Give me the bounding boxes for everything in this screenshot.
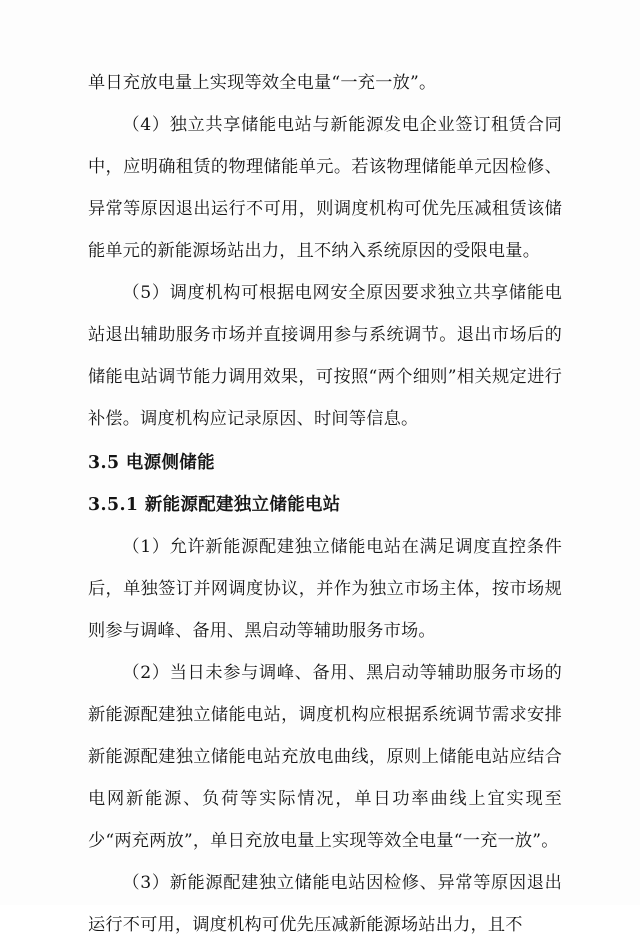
section-heading-3-5: 3.5 电源侧储能 bbox=[88, 453, 215, 473]
paragraph-item-1: （1）允许新能源配建独立储能电站在满足调度直控条件后，单独签订并网调度协议，并作为独立市场主体，按市场规则参与调峰、备用、黑启动等辅助服务市场。 bbox=[88, 537, 562, 641]
section-heading-block bbox=[88, 442, 562, 526]
document-body bbox=[88, 62, 562, 946]
paragraph-item-4: （4）独立共享储能电站与新能源发电企业签订租赁合同中，应明确租赁的物理储能单元。若该物理储能单元因检修、异常等原因退出运行不可用，则调度机构可优先压减租赁该储能单元的新能源场站出力，且不纳入系统原因的受限电量。 bbox=[88, 115, 562, 261]
paragraph-item-3: （3）新能源配建独立储能电站因检修、异常等原因退出运行不可用，调度机构可优先压减新能源场站出力，且不 bbox=[88, 873, 562, 935]
paragraph-item-5: （5）调度机构可根据电网安全原因要求独立共享储能电站退出辅助服务市场并直接调用参与系统调节。退出市场后的储能电站调节能力调用效果，可按照“两个细则”相关规定进行补偿。调度机构应记录原因、时间等信息。 bbox=[88, 283, 562, 429]
section-heading-3-5-1: 3.5.1 新能源配建独立储能电站 bbox=[88, 495, 341, 515]
paragraph-item-2: （2）当日未参与调峰、备用、黑启动等辅助服务市场的新能源配建独立储能电站，调度机构应根据系统调节需求安排新能源配建独立储能电站充放电曲线，原则上储能电站应结合电网新能源、负荷等实际情况，单日功率曲线上宜实现至少“两充两放”，单日充放电量上实现等效全电量“一充一放”。 bbox=[88, 663, 562, 851]
paragraph-continued: 单日充放电量上实现等效全电量“一充一放”。 bbox=[88, 73, 437, 93]
